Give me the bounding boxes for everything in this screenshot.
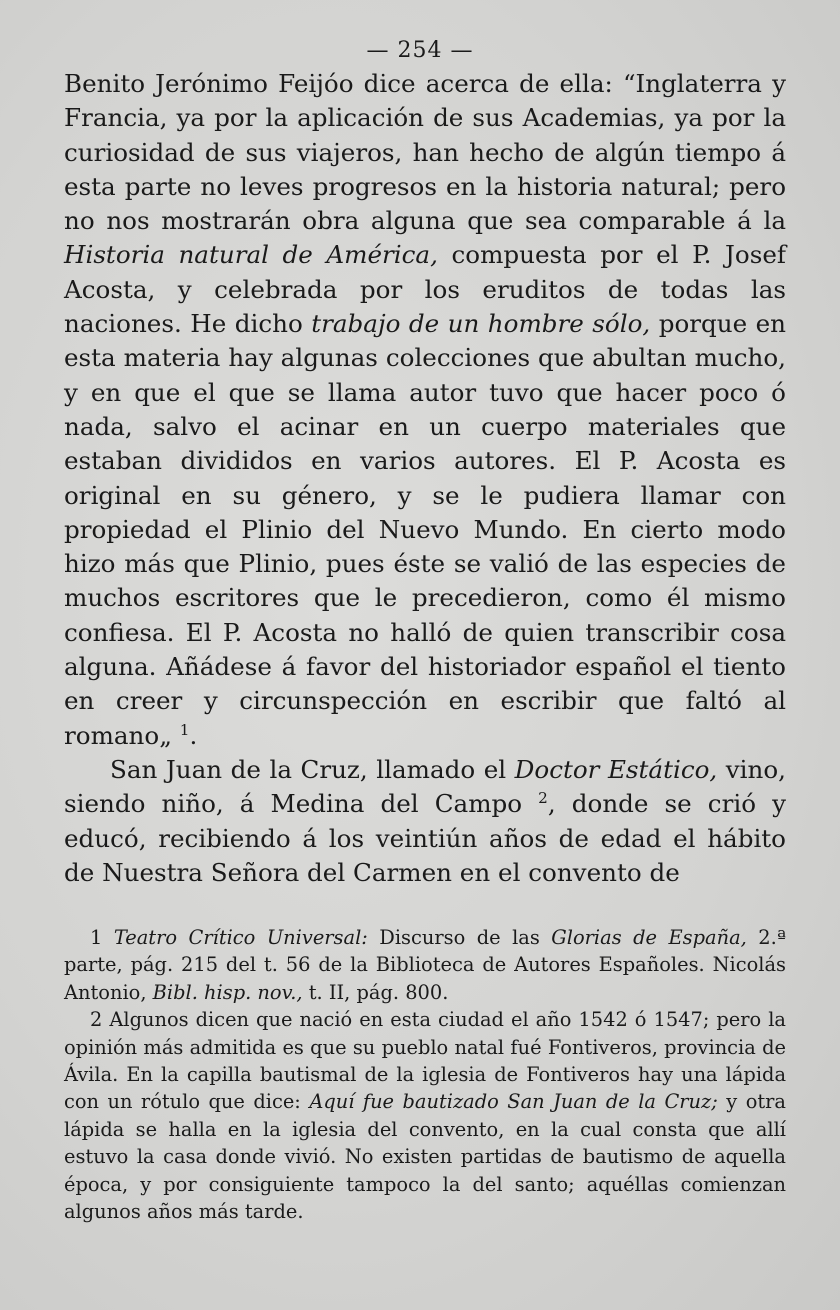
italic-phrase: trabajo de un hombre sólo,: [311, 309, 651, 339]
text-run: y otra lápida se halla en la iglesia del convento, en la cual consta que allí estuvo la casa donde vivió. No existen partidas de bautismo de aquella época, y por consiguiente tampoco la del santo; aquéllas comienzan algunos años más tarde.: [64, 1090, 786, 1224]
text-run: Algunos dicen que nació en esta ciudad el año 1542 ó 1547; pero la opinión más admitida es que su pueblo natal fué Fontiveros, provincia de Ávila. En la capilla bautismal de la iglesia de Fontiveros hay una lápida con un rótulo que dice:: [64, 1008, 786, 1114]
paragraph-san-juan: [64, 753, 786, 890]
text-run: San Juan de la Cruz, llamado el: [110, 754, 515, 784]
text-run: t. II, pág. 800.: [302, 980, 449, 1004]
text-run: 2.ª parte, pág. 215 del t. 56 de la Biblioteca de Autores Españoles. Nicolás Antonio,: [64, 926, 786, 1004]
italic-inscription: Aquí fue bautizado San Juan de la Cruz;: [309, 1090, 718, 1114]
footnote-ref-2: 2: [538, 789, 548, 808]
text-run: Benito Jerónimo Feijóo dice acerca de ella: “Inglaterra y Francia, ya por la aplicación de sus Academias, ya por la curiosidad de sus viajeros, han hecho de algún tiempo á esta parte no leves progresos en la historia natural; pero no nos mostrarán obra alguna que sea comparable á la: [64, 69, 786, 236]
text-run: .: [189, 720, 198, 750]
paragraph-feijoo-quote: [64, 67, 786, 753]
footnote-1: [64, 924, 786, 1006]
text-run: , donde se crió y educó, recibiendo á los veintiún años de edad el hábito de Nuestra Señora del Carmen en el convento de: [64, 789, 786, 887]
text-run: Discurso de las: [367, 926, 552, 949]
page-number: — 254 —: [366, 38, 474, 63]
italic-book-title: Glorias de España,: [551, 926, 747, 949]
footnote-2: [64, 1006, 786, 1225]
italic-book-title: Bibl. hisp. nov.,: [152, 980, 303, 1004]
italic-epithet: Doctor Estático,: [514, 754, 718, 784]
main-text: [64, 67, 786, 890]
footnote-number: 1: [90, 926, 103, 949]
text-run: porque en esta materia hay algunas colecciones que abultan mucho, y en que el que se llama autor tuvo que hacer poco ó nada, salvo el acinar en un cuerpo materiales que estaban divididos en varios autores. El P. Acosta es original en su género, y se le pudiera llamar con propiedad el Plinio del Nuevo Mundo. En cierto modo hizo más que Plinio, pues éste se valió de las especies de muchos escritores que le precedieron, como él mismo confiesa. El P. Acosta no halló de quien transcribir cosa alguna. Añádese á favor del historiador español el tiento en creer y circunspección en escribir que faltó al romano„: [64, 309, 787, 750]
footnote-number: 2: [90, 1008, 103, 1032]
italic-book-title: Teatro Crítico Universal:: [113, 926, 368, 949]
footnote-ref-1: 1: [179, 720, 190, 739]
text-run: vino, siendo niño, á Medina del Campo: [64, 754, 786, 819]
text-run: compuesta por el P. Josef Acosta, y celebrada por los eruditos de todas las naciones. He dicho: [64, 240, 786, 339]
footnotes: [64, 924, 786, 1225]
italic-book-title: Historia natural de América,: [64, 240, 438, 270]
